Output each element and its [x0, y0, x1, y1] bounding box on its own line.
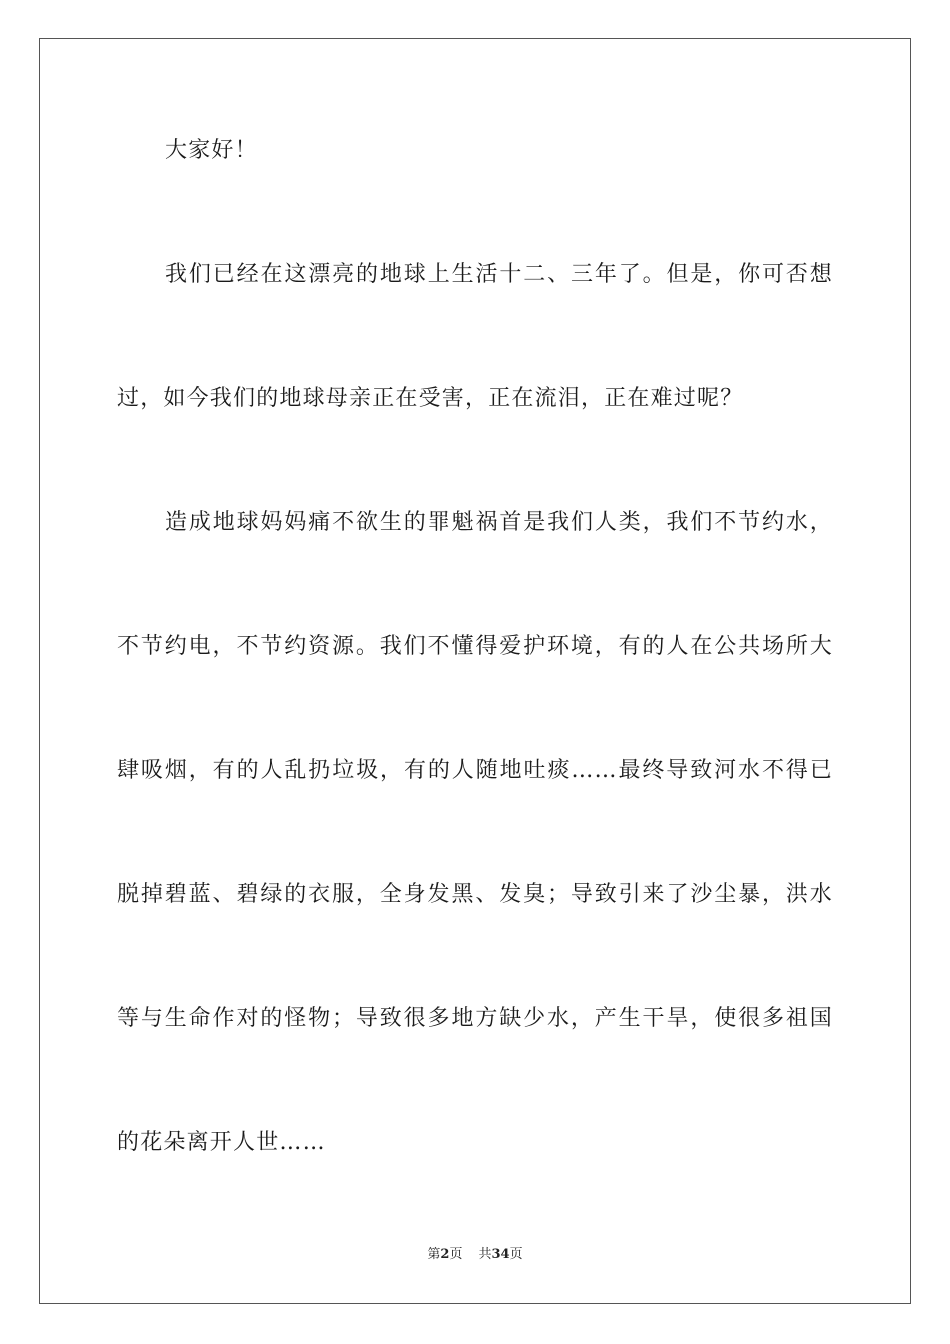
paragraph-2-line-2: 不节约电，不节约资源。我们不懂得爱护环境，有的人在公共场所大 [117, 634, 833, 659]
page-prefix: 第 [427, 1247, 441, 1262]
page-number: 2 [440, 1247, 450, 1262]
page-frame [39, 38, 911, 1304]
paragraph-2-line-3: 肆吸烟，有的人乱扔垃圾，有的人随地吐痰……最终导致河水不得已 [117, 758, 833, 783]
total-pages: 34 [491, 1247, 510, 1262]
total-prefix: 共 [478, 1247, 492, 1262]
paragraph-2-line-1: 造成地球妈妈痛不欲生的罪魁祸首是我们人类，我们不节约水， [165, 510, 833, 535]
paragraph-2-line-6: 的花朵离开人世…… [117, 1130, 326, 1155]
greeting-line: 大家好！ [165, 138, 258, 163]
paragraph-1-line-2: 过，如今我们的地球母亲正在受害，正在流泪，正在难过呢？ [117, 386, 744, 411]
paragraph-2-line-4: 脱掉碧蓝、碧绿的衣服，全身发黑、发臭；导致引来了沙尘暴，洪水 [117, 882, 833, 907]
total-suffix: 页 [509, 1247, 523, 1262]
paragraph-2-line-5: 等与生命作对的怪物；导致很多地方缺少水，产生干旱，使很多祖国 [117, 1006, 833, 1031]
page-suffix: 页 [449, 1247, 463, 1262]
paragraph-1-line-1: 我们已经在这漂亮的地球上生活十二、三年了。但是，你可否想 [165, 262, 833, 287]
page-footer [0, 1246, 950, 1264]
